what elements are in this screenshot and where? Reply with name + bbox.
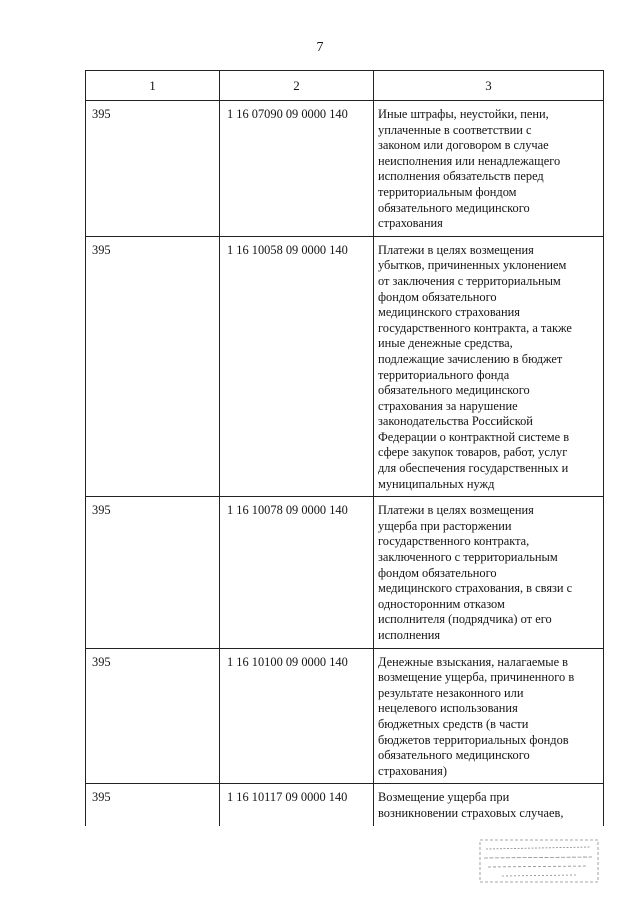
description-line: Платежи в целях возмещения (378, 503, 534, 518)
description-cell (374, 236, 604, 497)
admin-code-cell: 395 (86, 101, 220, 237)
admin-code-cell: 395 (86, 236, 220, 497)
budget-code-cell: 1 16 10100 09 0000 140 (220, 648, 374, 784)
description-line: Платежи в целях возмещения (378, 242, 534, 257)
description-line: страхования) (378, 763, 447, 778)
description-line: возникновении страховых случаев, (378, 805, 564, 820)
description-line: от заключения с территориальным (378, 273, 561, 288)
description-line: муниципальных нужд (378, 476, 495, 491)
description-line: Федерации о контрактной системе в (378, 429, 570, 444)
description-line: исполнения (378, 628, 441, 642)
description-line: сфере закупок товаров, работ, услуг (378, 445, 568, 460)
description-line: территориального фонда (378, 367, 510, 382)
description-line: обязательного медицинского (378, 748, 530, 763)
description-line: обязательного медицинского (378, 383, 530, 398)
table-row (86, 648, 604, 784)
description-line: Возмещение ущерба при (378, 790, 510, 805)
description-line: государственного контракта, а также (378, 320, 572, 335)
description-line: фондом обязательного (378, 565, 497, 580)
description-line: медицинского страхования (378, 305, 520, 320)
budget-code-cell: 1 16 10078 09 0000 140 (220, 497, 374, 648)
description-line: иные денежные средства, (378, 336, 513, 351)
description-line: территориальным фондом (378, 184, 517, 199)
description-line: исполнителя (подрядчика) от его (378, 612, 552, 627)
table-row (86, 236, 604, 497)
description-line: подлежащие зачислению в бюджет (378, 351, 563, 366)
description-cell (374, 101, 604, 237)
description-line: медицинского страхования, в связи с (378, 581, 573, 596)
description-line: законодательства Российской (378, 414, 533, 429)
table-row (86, 497, 604, 648)
description-cell (374, 784, 604, 826)
description-line: Иные штрафы, неустойки, пени, (378, 107, 549, 121)
description-line: бюджетных средств (в части (378, 716, 529, 731)
admin-code-cell: 395 (86, 497, 220, 648)
description-line: бюджетов территориальных фондов (378, 732, 569, 747)
description-line: исполнения обязательств перед (378, 169, 544, 184)
table-row (86, 784, 604, 826)
description-cell (374, 497, 604, 648)
admin-code-cell: 395 (86, 784, 220, 826)
column-header-2: 2 (220, 71, 374, 101)
admin-code-cell: 395 (86, 648, 220, 784)
description-line: убытков, причиненных уклонением (378, 258, 567, 273)
description-line: обязательного медицинского (378, 200, 530, 215)
budget-code-cell: 1 16 07090 09 0000 140 (220, 101, 374, 237)
description-line: Денежные взыскания, налагаемые в (378, 654, 569, 669)
description-line: уплаченные в соответствии с (378, 122, 532, 137)
budget-code-cell: 1 16 10058 09 0000 140 (220, 236, 374, 497)
column-header-3: 3 (374, 71, 604, 101)
description-line: односторонним отказом (378, 596, 505, 611)
description-line: нецелевого использования (378, 701, 518, 716)
page-number: 7 (316, 40, 324, 55)
registration-stamp-icon (478, 838, 600, 884)
description-cell (374, 648, 604, 784)
revenue-codes-table (85, 70, 604, 826)
description-line: ущерба при расторжении (378, 518, 512, 533)
budget-code-cell: 1 16 10117 09 0000 140 (220, 784, 374, 826)
description-line: государственного контракта, (378, 534, 530, 549)
column-header-1: 1 (86, 71, 220, 101)
table-header-row (86, 71, 604, 101)
description-line: неисполнения или ненадлежащего (378, 153, 561, 168)
description-line: фондом обязательного (378, 289, 497, 304)
description-line: страхования за нарушение (378, 398, 518, 413)
table-row (86, 101, 604, 237)
description-line: для обеспечения государственных и (378, 461, 569, 476)
description-line: законом или договором в случае (378, 138, 549, 153)
description-line: заключенного с территориальным (378, 550, 558, 565)
description-line: возмещение ущерба, причиненного в (378, 670, 575, 685)
description-line: страхования (378, 216, 443, 231)
description-line: результате незаконного или (378, 685, 524, 700)
